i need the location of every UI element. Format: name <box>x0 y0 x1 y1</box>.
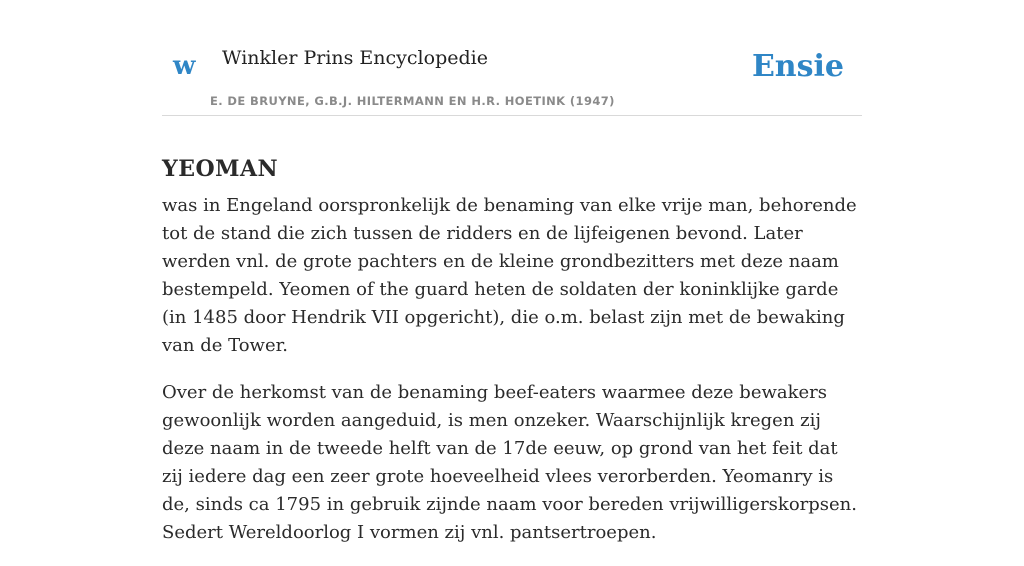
source-authors: E. DE BRUYNE, G.B.J. HILTERMANN EN H.R. HOETINK (1947) <box>210 94 615 108</box>
source-title[interactable]: Winkler Prins Encyclopedie <box>222 47 488 69</box>
article-body <box>162 192 862 566</box>
article-paragraph: Over de herkomst van de benaming beef-eaters waarmee deze bewakers gewoonlijk worden aangeduid, is men onzeker. Waarschijnlijk kregen zij deze naam in de tweede helft van de 17de eeuw, op grond van het feit dat zij iedere dag een zeer grote hoeveelheid vlees verorberden. Yeomanry is de, sinds ca 1795 in gebruik zijnde naam voor bereden vrijwilligerskorpsen. Sedert Wereldoorlog I vormen zij vnl. pantsertroepen. <box>162 382 857 543</box>
winkler-prins-logo[interactable]: w <box>173 51 196 81</box>
article-headword: YEOMAN <box>162 155 279 182</box>
ensie-logo[interactable]: Ensie <box>751 49 844 84</box>
site-header <box>162 30 862 116</box>
article-paragraph: was in Engeland oorspronkelijk de benaming van elke vrije man, behorende tot de stand die zich tussen de ridders en de lijfeigenen bevond. Later werden vnl. de grote pachters en de kleine grondbezitters met deze naam bestempeld. Yeomen of the guard heten de soldaten der koninklijke garde (in 1485 door Hendrik VII opgericht), die o.m. belast zijn met de bewaking van de Tower. <box>162 195 857 356</box>
